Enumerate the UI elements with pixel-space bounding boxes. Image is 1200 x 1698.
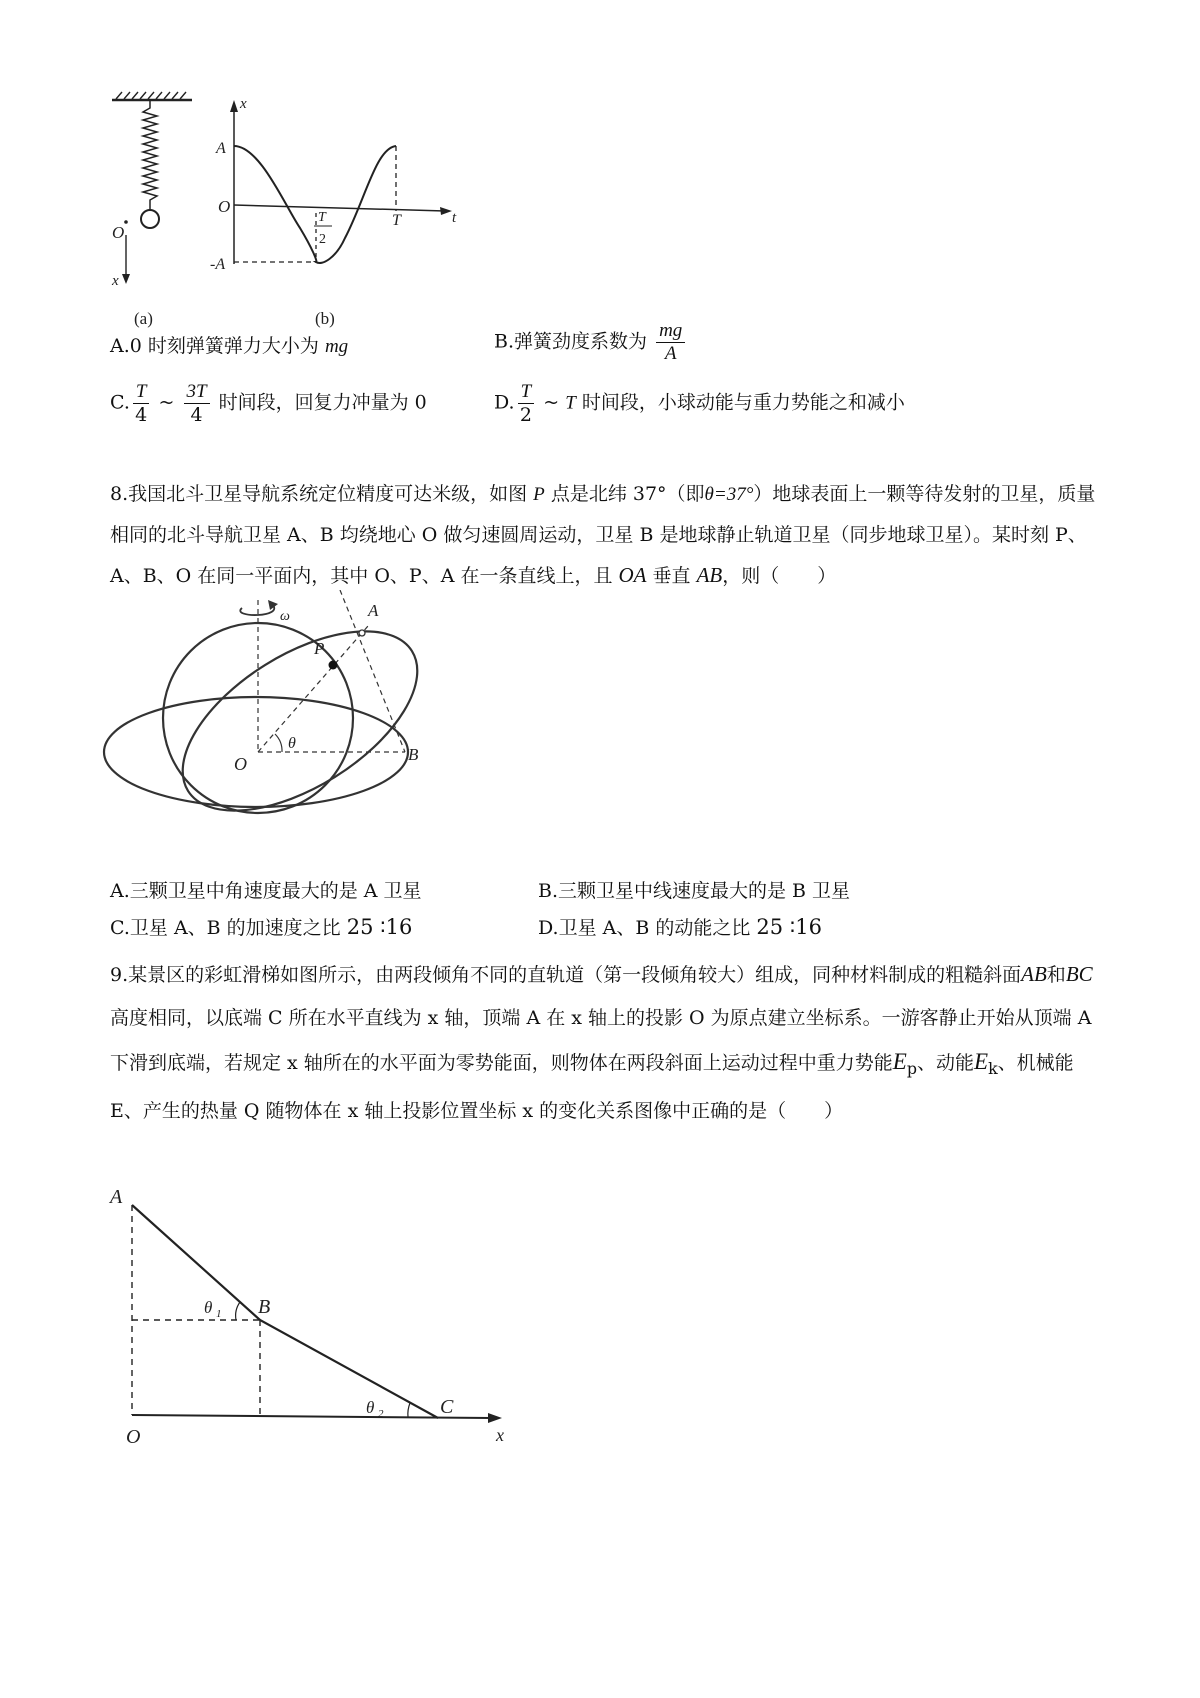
q7-option-d <box>494 381 905 426</box>
q7-d-den: 2 <box>519 404 532 426</box>
q8-stem-5: 垂直 <box>646 565 697 587</box>
q8-stem <box>110 474 1100 596</box>
q7-option-c <box>110 381 427 426</box>
equatorial-orbit <box>104 697 408 807</box>
label-T-num: T <box>318 210 326 225</box>
label-B: B <box>258 1296 271 1318</box>
label-x-b: x <box>240 96 247 112</box>
label-T: T <box>392 212 401 229</box>
q8-c-ratio: 25 ∶16 <box>346 915 413 939</box>
label-theta1-sub: 1 <box>216 1308 222 1320</box>
q8-stem-OA: OA <box>618 563 647 587</box>
q9-stem <box>110 953 1100 1133</box>
q7-a-text: A.0 时刻弹簧弹力大小为 <box>110 335 325 357</box>
q7-d-prefix: D. <box>494 391 515 414</box>
q9-stem-Ek-sub: k <box>988 1058 998 1078</box>
q9-stem-Ep-sub: p <box>906 1058 917 1078</box>
q8-option-b: B.三颗卫星中线速度最大的是 B 卫星 <box>538 880 851 902</box>
label-O: O <box>126 1426 141 1448</box>
point-P <box>329 661 338 670</box>
label-a: (a) <box>134 309 153 328</box>
q7-c-prefix: C. <box>110 391 130 414</box>
q8-d-text: D.卫星 A、B 的动能之比 <box>538 917 751 939</box>
label-theta1: θ <box>204 1298 213 1317</box>
label-x-a: x <box>112 273 119 289</box>
q8-stem-3: ）地球表面上一颗等待发射的卫星，质量相同的北斗导航卫星 <box>110 483 1096 546</box>
label-b: (b) <box>315 309 335 328</box>
t-axis <box>234 205 445 211</box>
label-negA: -A <box>210 256 226 273</box>
q9-stem-BC: BC <box>1065 962 1093 986</box>
label-B: B <box>408 745 419 764</box>
q8-stem-2: 点是北纬 37°（即 <box>544 483 705 505</box>
q8-stem-theta: θ=37° <box>704 484 754 505</box>
q8-stem-AB: AB <box>696 563 723 587</box>
q7-d-num: T <box>518 381 535 404</box>
q7-c-f2-num: 3T <box>184 381 210 404</box>
q9-stem-3: 高度相同，以底端 C 所在水平直线为 x 轴，顶端 A 在 x 轴上的投影 O 为原点建立坐标系。一游客静止开始从顶端 A 下滑到底端，若规定 x 轴所在的水平面为零势能面，则物体在两段斜面上运动过程中重力势能 <box>110 1007 1092 1074</box>
q8-stem-4: A、B 均绕地心 O 做匀速圆周运动，卫星 B 是地球静止轨道卫星（同步地球卫星）。某时刻 P、A、B、O 在同一平面内，其中 O、P、A 在一条直线上，且 <box>110 524 1087 587</box>
label-A: A <box>216 140 226 157</box>
spring-coil <box>143 100 157 211</box>
q7-d-mid: ~ <box>543 391 566 414</box>
slide-figure <box>100 1175 540 1460</box>
slide-path <box>132 1205 438 1418</box>
q7-c-frac2 <box>184 381 210 426</box>
label-theta2: θ <box>366 1398 375 1417</box>
label-x: x <box>496 1425 504 1445</box>
q8-option-a: A.三颗卫星中角速度最大的是 A 卫星 <box>110 880 422 902</box>
label-A: A <box>110 1186 123 1208</box>
ceiling-hatch <box>116 92 186 99</box>
q8-option-d <box>538 914 822 941</box>
spring-oscillation-figure <box>100 88 520 338</box>
q7-b-den: A <box>664 343 677 364</box>
orbit-figure <box>100 590 460 865</box>
q9-stem-5: 、机械能 E、产生的热量 Q 随物体在 x 轴上投影位置坐标 x 的变化关系图像中正确的是（ ） <box>110 1052 1074 1122</box>
label-theta2-sub: 2 <box>378 1408 384 1420</box>
q7-b-num: mg <box>656 320 685 343</box>
q8-stem-P: P <box>533 484 545 505</box>
q7-c-tilde: ~ <box>158 391 175 414</box>
q9-stem-Ep: E <box>892 1049 907 1074</box>
satellite-A <box>359 630 365 636</box>
label-A: A <box>368 601 379 620</box>
q7-c-frac1 <box>133 381 150 426</box>
label-omega: ω <box>280 609 290 624</box>
q9-stem-2: 和 <box>1046 964 1066 986</box>
q7-c-f1-den: 4 <box>135 404 148 426</box>
q9-stem-Ek: E <box>974 1049 989 1074</box>
q7-d-suffix: 时间段，小球动能与重力势能之和减小 <box>575 391 905 414</box>
q7-d-frac <box>518 381 535 426</box>
q8-stem-6: ，则（ ） <box>722 565 837 587</box>
q8-option-c <box>110 914 412 941</box>
label-O-a: O <box>112 223 125 242</box>
q9-stem-1: 9.某景区的彩虹滑梯如图所示，由两段倾角不同的直轨道（第一段倾角较大）组成，同种材料制成的粗糙斜面 <box>110 964 1022 986</box>
label-t: t <box>452 210 457 226</box>
q7-a-var: mg <box>324 336 349 357</box>
q8-c-text: C.卫星 A、B 的加速度之比 <box>110 917 341 939</box>
q9-stem-AB: AB <box>1021 962 1047 986</box>
q7-option-a <box>110 333 348 360</box>
q7-c-suffix: 时间段，回复力冲量为 0 <box>218 391 427 414</box>
q8-stem-1: 8.我国北斗卫星导航系统定位精度可达米级，如图 <box>110 483 534 505</box>
q8-d-ratio: 25 ∶16 <box>756 915 822 939</box>
q7-b-text: B.弹簧劲度系数为 <box>494 330 648 353</box>
q7-c-f1-num: T <box>133 381 150 404</box>
q7-d-var: T <box>565 392 576 414</box>
label-T-den: 2 <box>319 232 326 247</box>
label-theta: θ <box>288 735 296 752</box>
q7-option-b <box>494 320 688 365</box>
ball <box>141 210 159 228</box>
label-P: P <box>314 639 325 658</box>
cosine-curve <box>234 146 396 263</box>
label-C: C <box>440 1396 454 1418</box>
q9-stem-4: 、动能 <box>917 1052 975 1074</box>
q7-b-fraction <box>656 320 685 365</box>
q7-c-f2-den: 4 <box>190 404 203 426</box>
label-O-b: O <box>218 197 231 216</box>
label-O: O <box>234 754 247 774</box>
